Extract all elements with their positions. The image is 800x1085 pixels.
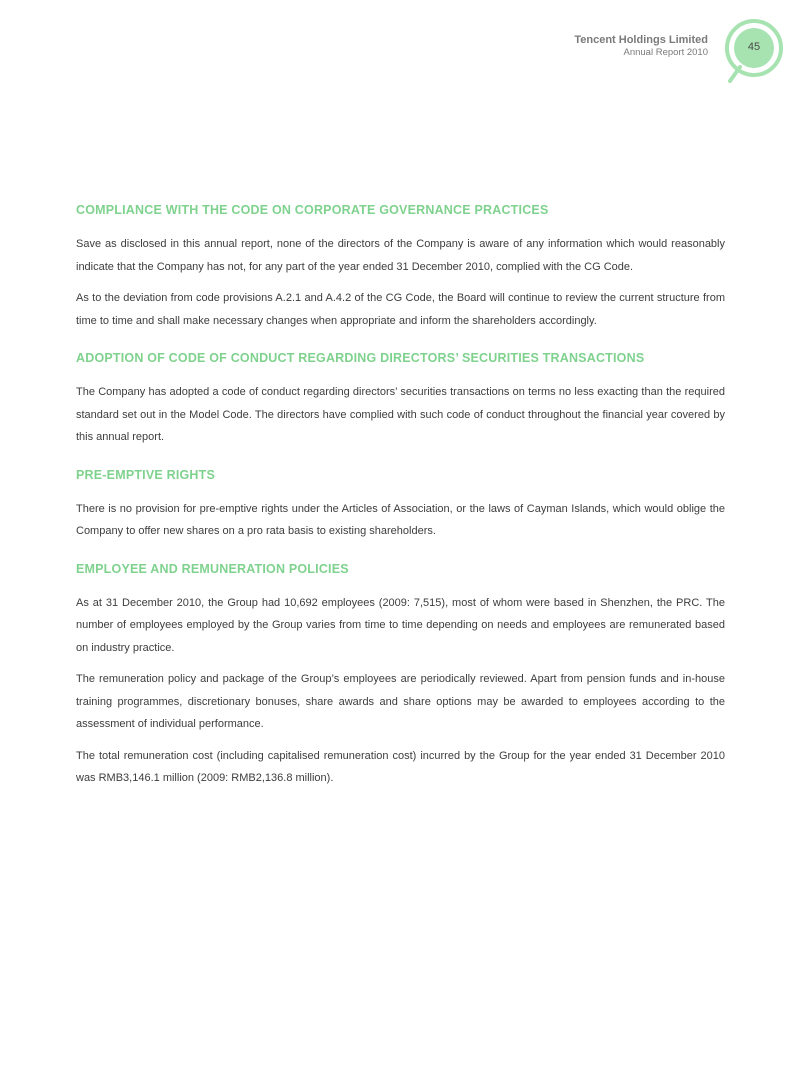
paragraph: As to the deviation from code provisions A.2.1 and A.4.2 of the CG Code, the Board will continue to review the current structure from time to time and shall make necessary changes when appropriate and inform the shareholders accordingly. (76, 292, 725, 327)
page-number: 45 (747, 41, 761, 53)
page-header (574, 33, 708, 59)
section-heading: COMPLIANCE WITH THE CODE ON CORPORATE GOVERNANCE PRACTICES (76, 203, 549, 217)
section-cg-compliance (76, 200, 725, 332)
company-name: Tencent Holdings Limited (574, 34, 708, 46)
paragraph: The total remuneration cost (including capitalised remuneration cost) incurred by the Group for the year ended 31 December 2010 was RMB3,146.1 million (2009: RMB2,136.8 million). (76, 749, 725, 784)
section-heading: EMPLOYEE AND REMUNERATION POLICIES (76, 561, 349, 576)
section-code-of-conduct (76, 348, 725, 449)
paragraph: Save as disclosed in this annual report, none of the directors of the Company is aware of any information which would reasonably indicate that the Company has not, for any part of the year ended 31 December 2010, complied with the CG Code. (76, 238, 725, 273)
paragraph: There is no provision for pre-emptive rights under the Articles of Association, or the laws of Cayman Islands, which would oblige the Company to offer new shares on a pro rata basis to existing shareholders. (76, 502, 725, 537)
section-employee-remuneration (76, 559, 725, 790)
section-heading: PRE-EMPTIVE RIGHTS (76, 467, 216, 482)
paragraph: The remuneration policy and package of the Group’s employees are periodically reviewed. Apart from pension funds and in-house training programmes, discretionary bonuses, share awards and share options may be awarded to employees according to the assessment of individual performance. (76, 673, 725, 730)
section-pre-emptive-rights (76, 465, 725, 543)
main-content (76, 200, 725, 806)
section-heading: ADOPTION OF CODE OF CONDUCT REGARDING DIRECTORS’ SECURITIES TRANSACTIONS (76, 351, 645, 365)
paragraph: As at 31 December 2010, the Group had 10,692 employees (2009: 7,515), most of whom were based in Shenzhen, the PRC. The number of employees employed by the Group varies from time to time depending on needs and employees are remunerated based on industry practice. (76, 596, 725, 654)
paragraph: The Company has adopted a code of conduct regarding directors’ securities transactions on terms no less exacting than the required standard set out in the Model Code. The directors have complied with such code of conduct throughout the financial year covered by this annual report. (76, 386, 725, 443)
report-title: Annual Report 2010 (623, 47, 708, 58)
